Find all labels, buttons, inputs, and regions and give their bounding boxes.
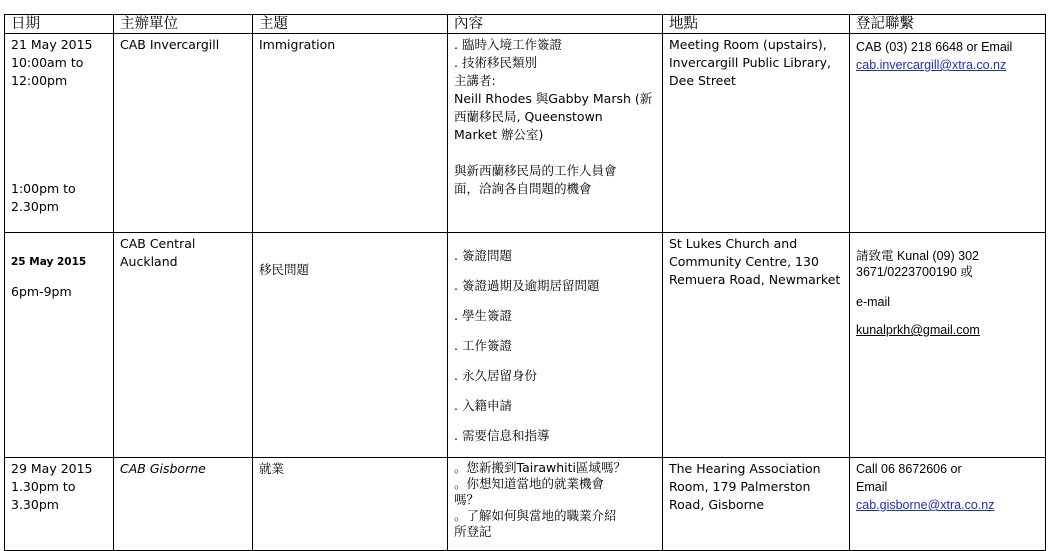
time-text: 12:00pm	[11, 73, 68, 88]
content-cell	[448, 458, 663, 551]
contact-text: 請致電 Kunal (09) 302	[856, 249, 979, 263]
content-line: 嗎？	[454, 492, 480, 507]
organizer-cell	[114, 458, 253, 551]
header-content: 內容	[448, 15, 663, 34]
table-row	[5, 458, 1046, 551]
content-line: . 技術移民類別	[454, 55, 537, 70]
list-item: . 簽證問題	[454, 248, 512, 263]
header-row	[5, 15, 1046, 34]
contact-text: 3671/0223700190 或	[856, 265, 973, 279]
date-text: 21 May 2015	[11, 37, 93, 52]
location-line: Community Centre, 130	[669, 254, 819, 269]
time-text: 3.30pm	[11, 497, 59, 512]
location-line: The Hearing Association	[669, 461, 821, 476]
date-text: 25 May 2015	[11, 256, 87, 268]
table-row	[5, 34, 1046, 233]
email-link[interactable]: kunalprkh@gmail.com	[856, 323, 980, 337]
content-line: 。你想知道當地的就業機會	[454, 476, 605, 491]
topic-cell	[253, 34, 448, 233]
list-item: . 入籍申請	[454, 398, 512, 413]
date-cell	[5, 34, 114, 233]
location-line: Remuera Road, Newmarket	[669, 272, 841, 287]
content-line: Neill Rhodes 與Gabby Marsh (新	[454, 91, 653, 106]
email-link[interactable]: cab.invercargill@xtra.co.nz	[856, 58, 1007, 72]
header-topic: 主題	[253, 15, 448, 34]
topic-text: Immigration	[259, 37, 336, 52]
time-text: 1:00pm to	[11, 181, 76, 196]
email-link[interactable]: cab.gisborne@xtra.co.nz	[856, 498, 995, 512]
organizer-cell	[114, 34, 253, 233]
table-row	[5, 233, 1046, 458]
list-item: . 永久居留身份	[454, 368, 537, 383]
time-text: 2.30pm	[11, 199, 59, 214]
location-line: Road, Gisborne	[669, 497, 765, 512]
events-table	[4, 14, 1046, 551]
contact-text: CAB (03) 218 6648 or Email	[856, 40, 1013, 54]
content-cell	[448, 233, 663, 458]
location-line: Room, 179 Palmerston	[669, 479, 811, 494]
organizer-text: CAB Gisborne	[120, 461, 206, 476]
spacer	[454, 144, 656, 162]
contact-text: Call 06 8672606 or	[856, 462, 962, 476]
contact-cell	[850, 458, 1046, 551]
location-cell	[663, 233, 850, 458]
location-line: Dee Street	[669, 73, 736, 88]
list-item: . 學生簽證	[454, 308, 512, 323]
list-item: . 工作簽證	[454, 338, 512, 353]
content-line: 主講者:	[454, 73, 496, 88]
time-text: 6pm-9pm	[11, 284, 72, 299]
content-line: 所登記	[454, 524, 492, 539]
topic-cell	[253, 233, 448, 458]
list-item: . 需要信息和指導	[454, 428, 550, 443]
date-text: 29 May 2015	[11, 461, 93, 476]
header-organizer: 主辦單位	[114, 15, 253, 34]
organizer-text: Auckland	[120, 254, 178, 269]
content-line: 西蘭移民局, Queenstown	[454, 109, 603, 124]
content-line: 面，洽詢各自問題的機會	[454, 181, 592, 196]
location-cell	[663, 458, 850, 551]
header-location: 地點	[663, 15, 850, 34]
date-cell	[5, 458, 114, 551]
topic-text: 移民問題	[259, 262, 310, 277]
contact-text: Email	[856, 480, 888, 494]
content-cell	[448, 34, 663, 233]
organizer-cell	[114, 233, 253, 458]
date-cell	[5, 233, 114, 458]
content-line: . 臨時入境工作簽證	[454, 37, 562, 52]
topic-cell	[253, 458, 448, 551]
content-line: 。您新搬到Tairawhiti區域嗎？	[454, 460, 626, 475]
list-item: . 簽證過期及逾期居留問題	[454, 278, 600, 293]
contact-cell	[850, 34, 1046, 233]
organizer-text: CAB Central	[120, 236, 196, 251]
location-line: St Lukes Church and	[669, 236, 798, 251]
organizer-text: CAB Invercargill	[120, 37, 220, 52]
location-line: Meeting Room (upstairs),	[669, 37, 827, 52]
header-contact: 登記聯繫	[850, 15, 1046, 34]
header-date: 日期	[5, 15, 114, 34]
content-line: 與新西蘭移民局的工作人員會	[454, 163, 617, 178]
location-cell	[663, 34, 850, 233]
contact-label: e-mail	[856, 295, 891, 309]
content-line: 。了解如何與當地的職業介紹	[454, 508, 617, 523]
content-line: Market 辦公室)	[454, 127, 544, 142]
time-text: 10:00am to	[11, 55, 84, 70]
time-text: 1.30pm to	[11, 479, 76, 494]
contact-cell	[850, 233, 1046, 458]
location-line: Invercargill Public Library,	[669, 55, 831, 70]
topic-text: 就業	[259, 461, 285, 476]
